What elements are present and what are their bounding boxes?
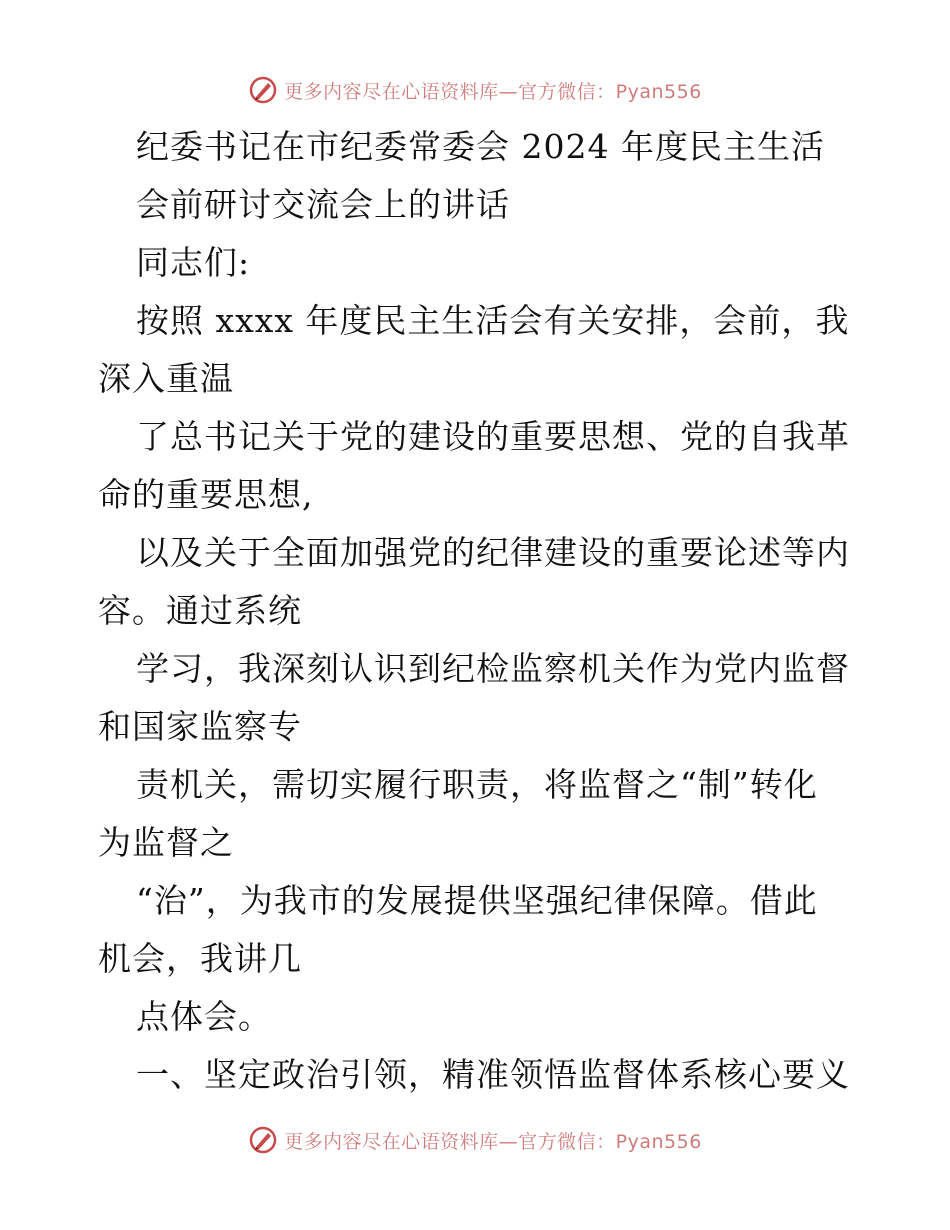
doc-line: 机会，我讲几 [98, 939, 302, 978]
watermark-text: 更多内容尽在心语资料库—官方微信：Pyan556 [284, 80, 702, 103]
doc-line: 以及关于全面加强党的纪律建设的重要论述等内 [136, 533, 850, 572]
watermark-footer [0, 1120, 950, 1160]
doc-title-line-2: 会前研讨交流会上的讲话 [136, 185, 510, 224]
document-body [98, 118, 858, 1104]
doc-line: 为监督之 [98, 823, 234, 862]
doc-line: “治”，为我市的发展提供坚强纪律保障。借此 [136, 881, 818, 920]
doc-line: 按照 xxxx 年度民主生活会有关安排，会前，我 [136, 301, 850, 340]
doc-line: 学习，我深刻认识到纪检监察机关作为党内监督 [136, 649, 850, 688]
doc-line: 责机关，需切实履行职责，将监督之“制”转化 [136, 765, 818, 804]
watermark-text: 更多内容尽在心语资料库—官方微信：Pyan556 [284, 1130, 702, 1153]
pen-logo-icon [248, 75, 278, 105]
doc-title-line-1: 纪委书记在市纪委常委会 2024 年度民主生活 [136, 127, 825, 166]
doc-line: 点体会。 [136, 997, 272, 1036]
doc-line: 深入重温 [98, 359, 234, 398]
doc-line: 和国家监察专 [98, 707, 302, 746]
doc-line: 了总书记关于党的建设的重要思想、党的自我革 [136, 417, 850, 456]
watermark-header [0, 70, 950, 110]
doc-section-heading: 一、坚定政治引领，精准领悟监督体系核心要义 [136, 1055, 850, 1094]
doc-line: 命的重要思想, [98, 475, 314, 514]
doc-line: 容。通过系统 [98, 591, 302, 630]
doc-salutation: 同志们: [136, 243, 251, 282]
pen-logo-icon [248, 1125, 278, 1155]
